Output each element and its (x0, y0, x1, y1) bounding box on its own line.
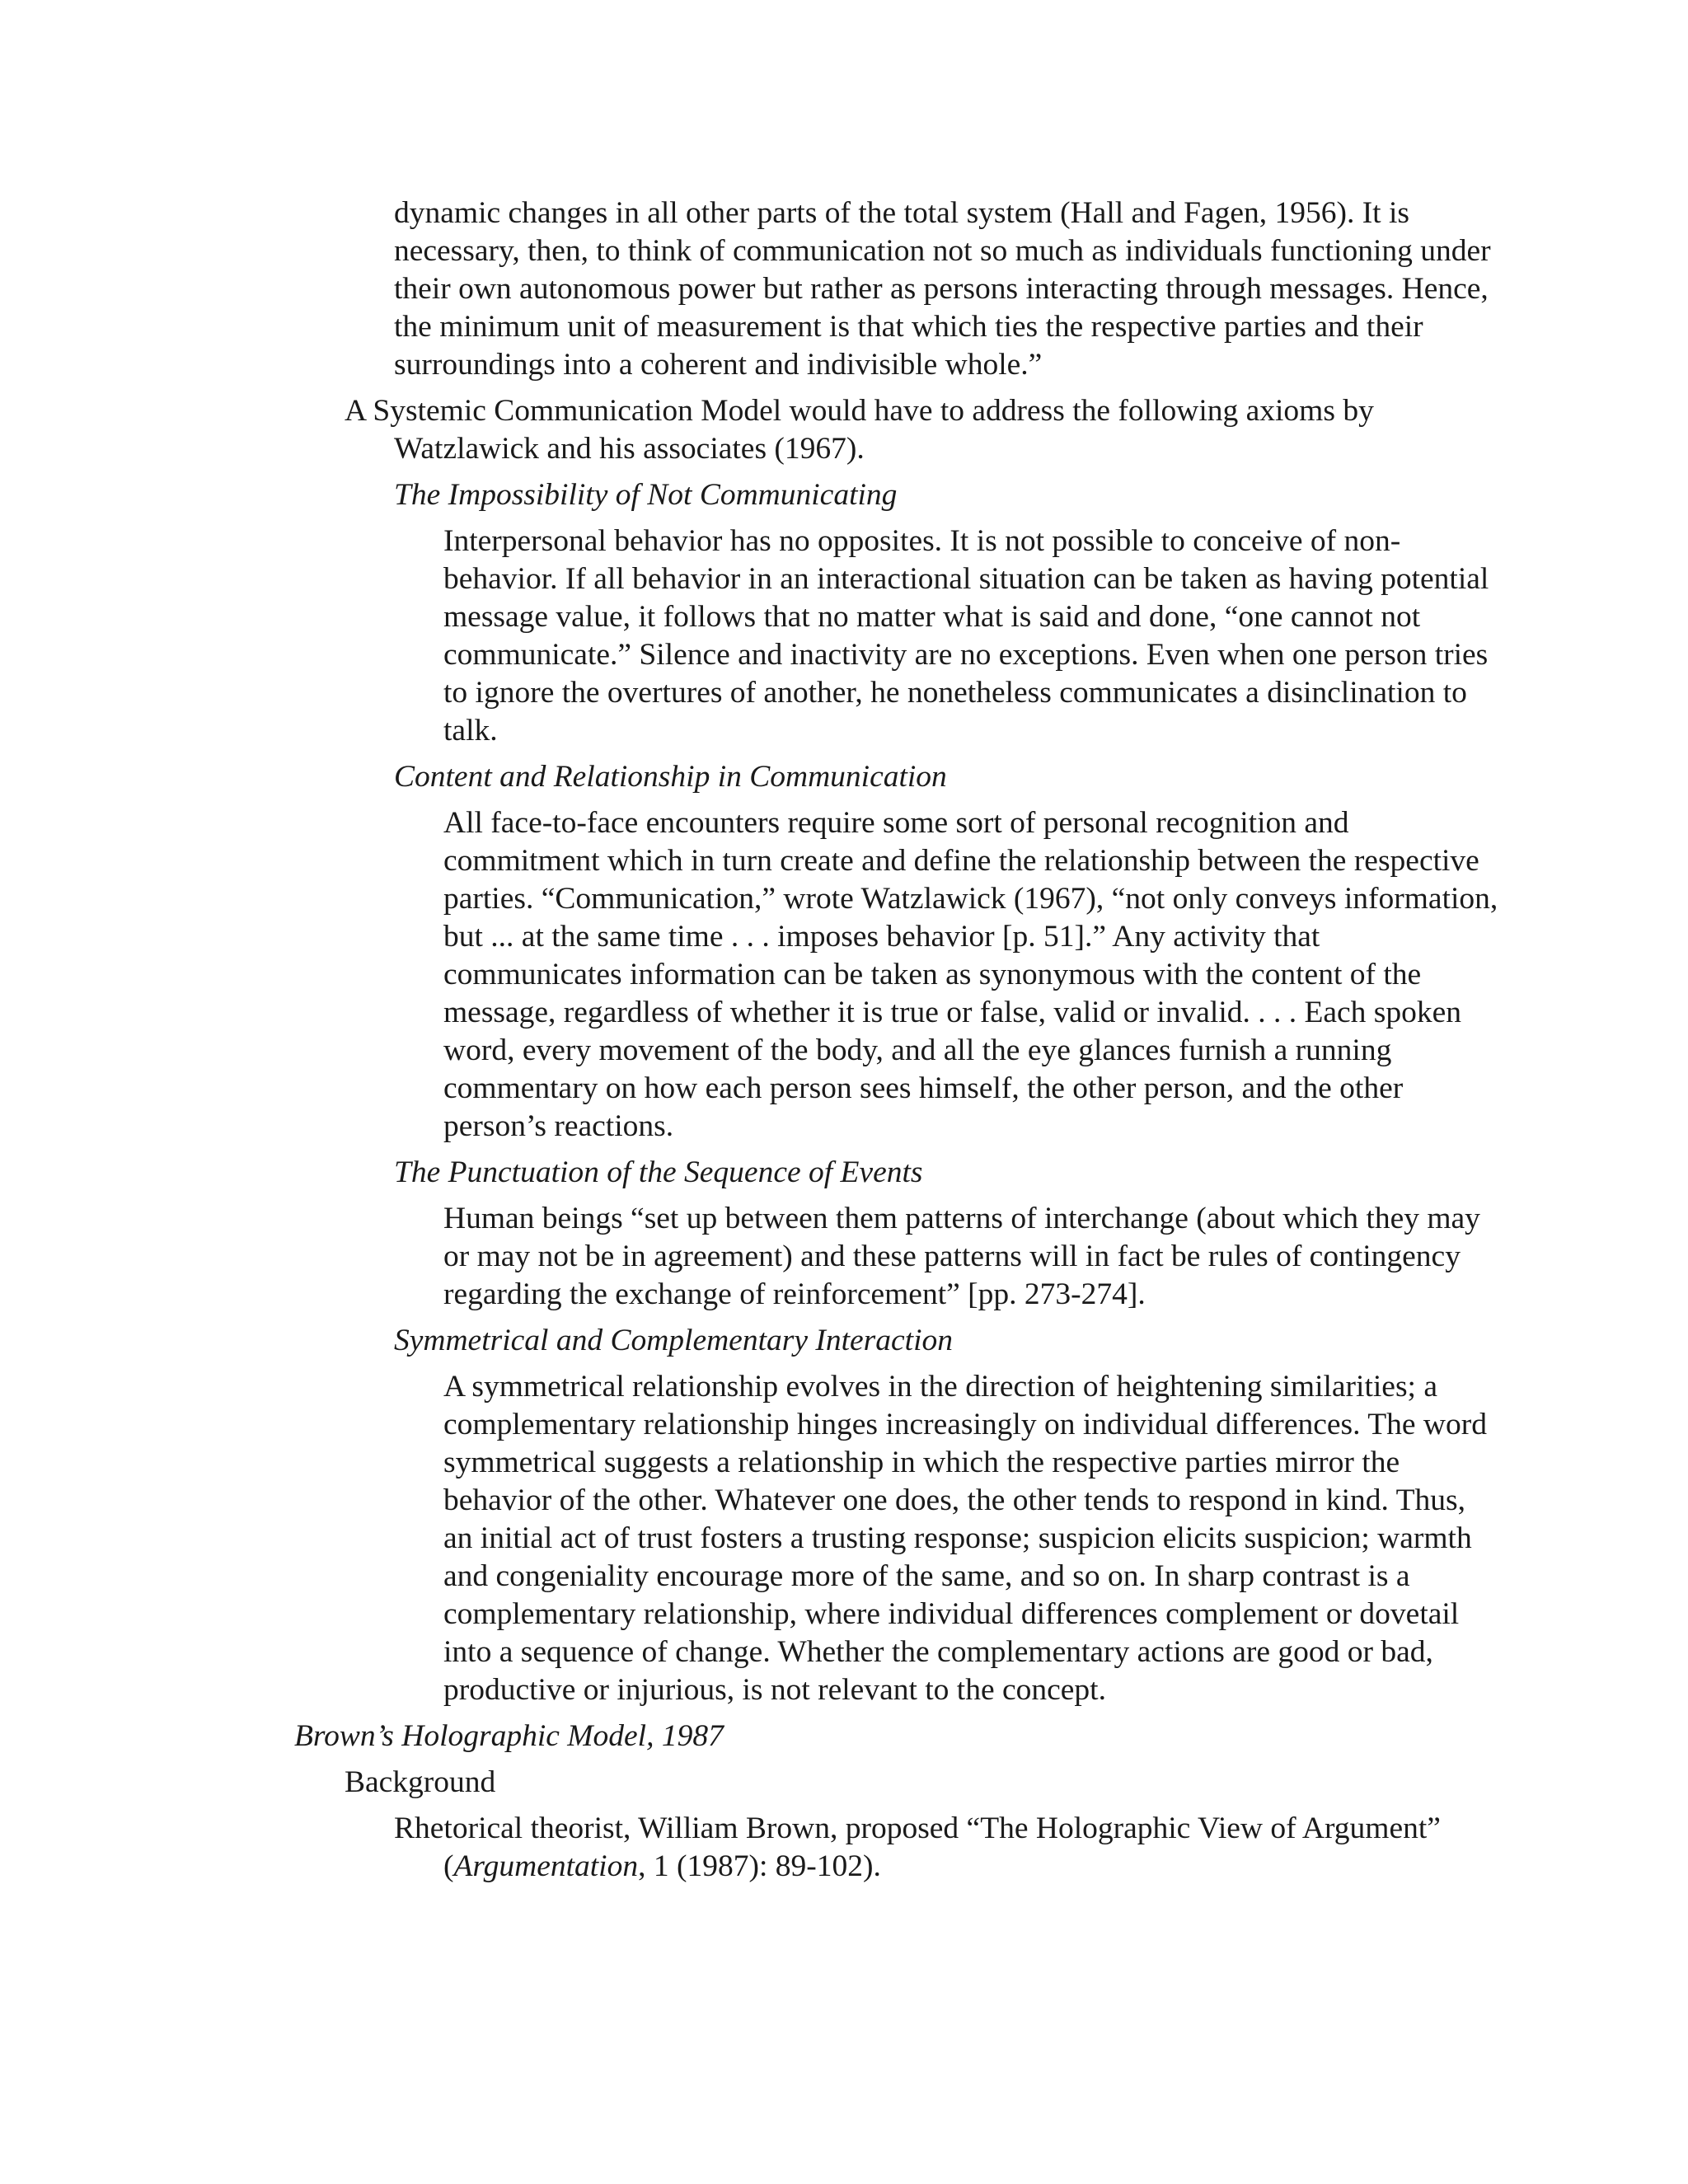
continuation-paragraph: dynamic changes in all other parts of the total system (Hall and Fagen, 1956). It is necessary, then, to think of communication not so much as individuals functioning under their own autonomous power but rather as persons interacting through messages. Hence, the minimum unit of measurement is that which ties the respective parties and their surroundings into a coherent and indivisible whole.” (394, 196, 1491, 382)
document-page (0, 194, 1688, 1886)
journal-title: Argumentation (453, 1849, 639, 1883)
axioms-intro-paragraph: A Systemic Communication Model would have to address the following axioms by Watzlawick and his associates (1967). (345, 394, 1374, 466)
section-heading-holographic: Brown’s Holographic Model, 1987 (294, 1719, 724, 1753)
axiom-body-content-relationship: All face-to-face encounters require some sort of personal recognition and commitment which in turn create and define the relationship between the respective parties. “Communication,” wrote Watzlawick (1967), “not only conveys information, but ... at the same time . . . imposes behavior [p. 51].” Any activity that communicates information can be taken as synonymous with the content of the message, regardless of whether it is true or false, valid or invalid. . . . Each spoken word, every movement of the body, and all the eye glances furnish a running commentary on how each person sees himself, the other person, and the other person’s reactions. (443, 806, 1498, 1143)
axiom-heading-punctuation: The Punctuation of the Sequence of Events (394, 1155, 923, 1189)
axiom-heading-symmetrical: Symmetrical and Complementary Interaction (394, 1324, 953, 1357)
axiom-body-impossibility: Interpersonal behavior has no opposites. It is not possible to conceive of non-behavior. If all behavior in an interactional situation can be taken as having potential message value, it follows that no matter what is said and done, “one cannot not communicate.” Silence and inactivity are no exceptions. Even when one person tries to ignore the overtures of another, he nonetheless communicates a disinclination to talk. (443, 524, 1489, 748)
axiom-heading-content-relationship: Content and Relationship in Communication (394, 760, 947, 794)
background-text-end: , 1 (1987): 89-102). (638, 1849, 881, 1883)
axiom-body-punctuation: Human beings “set up between them patterns of interchange (about which they may or may not be in agreement) and these patterns will in fact be rules of contingency regarding the exchange of reinforcement” [pp. 273-274]. (443, 1202, 1480, 1311)
background-paragraph (394, 1810, 1688, 1886)
axiom-heading-impossibility: The Impossibility of Not Communicating (394, 478, 898, 512)
axiom-body-symmetrical: A symmetrical relationship evolves in the direction of heightening similarities; a complementary relationship hinges increasingly on individual differences. The word symmetrical suggests a relationship in which the respective parties mirror the behavior of the other. Whatever one does, the other tends to respond in kind. Thus, an initial act of trust fosters a trusting response; suspicion elicits suspicion; warmth and congeniality encourage more of the same, and so on. In sharp contrast is a complementary relationship, where individual differences complement or dovetail into a sequence of change. Whether the complementary actions are good or bad, productive or injurious, is not relevant to the concept. (443, 1370, 1487, 1707)
background-text-start: Rhetorical theorist, William Brown, proposed “The Holographic View of Argument” ( (394, 1811, 1441, 1883)
subheading-background: Background (345, 1765, 496, 1799)
